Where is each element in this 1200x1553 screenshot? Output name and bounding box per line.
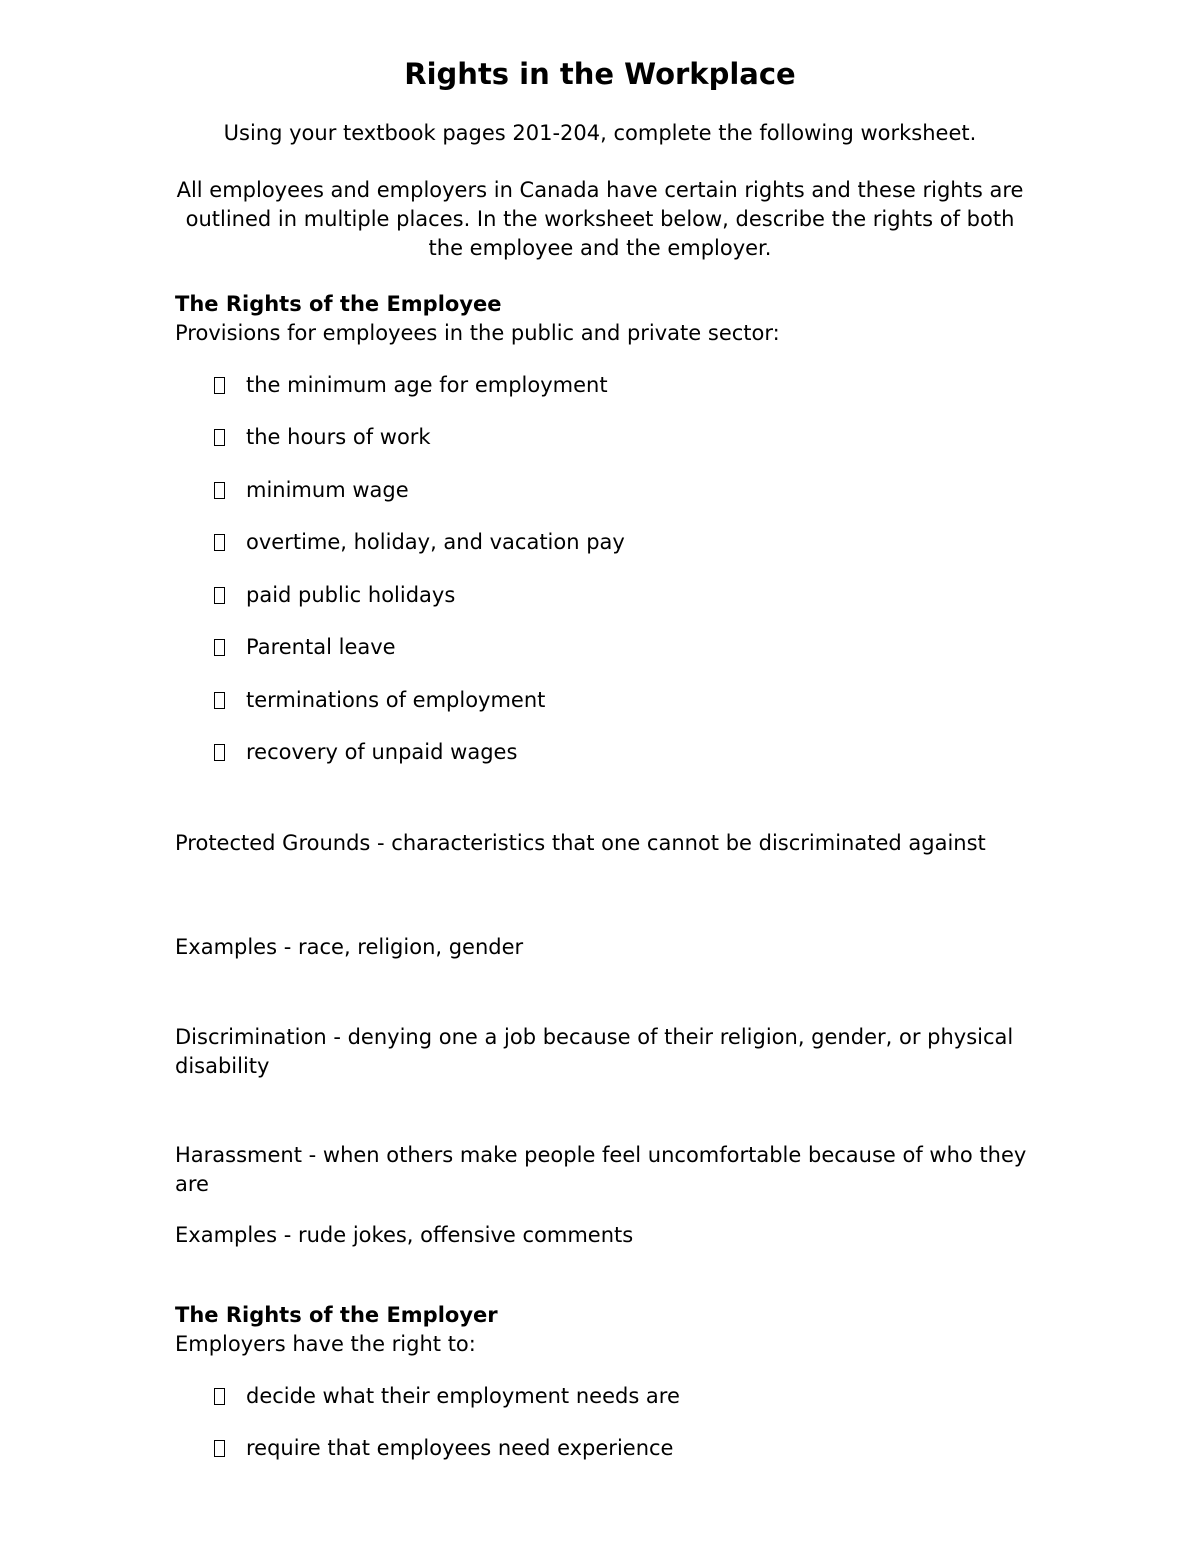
intro-line-3: the employee and the employer. <box>428 236 772 260</box>
checkbox-bullet-icon <box>214 1388 225 1405</box>
checkbox-bullet-icon <box>214 744 225 761</box>
list-item-label: Parental leave <box>246 635 396 660</box>
list-item-label: the hours of work <box>246 425 431 450</box>
checkbox-bullet-icon <box>214 1440 225 1457</box>
page-title: Rights in the Workplace <box>404 57 796 91</box>
employee-section-subheading: Provisions for employees in the public and private sector: <box>175 321 780 345</box>
list-item <box>210 727 625 780</box>
list-item <box>210 1423 680 1476</box>
checkbox-bullet-icon <box>214 534 225 551</box>
employer-section-subheading: Employers have the right to: <box>175 1332 476 1356</box>
list-item <box>210 359 625 412</box>
discrimination-text: Discrimination - denying one a job because of their religion, gender, or physical disability <box>175 1025 1014 1078</box>
list-item-label: decide what their employment needs are <box>246 1383 680 1408</box>
list-item <box>210 674 625 727</box>
checkbox-bullet-icon <box>214 377 225 394</box>
examples-grounds-text: Examples - race, religion, gender <box>175 935 524 959</box>
protected-grounds-text: Protected Grounds - characteristics that one cannot be discriminated against <box>175 831 986 855</box>
list-item-label: overtime, holiday, and vacation pay <box>246 530 625 555</box>
list-item <box>210 1370 680 1423</box>
list-item-label: paid public holidays <box>246 582 456 607</box>
list-item <box>210 569 625 622</box>
harassment-text: Harassment - when others make people feel uncomfortable because of who they are <box>175 1143 1027 1196</box>
employee-rights-list <box>210 359 625 779</box>
checkbox-bullet-icon <box>214 429 225 446</box>
list-item-label: require that employees need experience <box>246 1436 674 1461</box>
intro-line-2: outlined in multiple places. In the worksheet below, describe the rights of both <box>185 207 1015 231</box>
intro-line-1: All employees and employers in Canada have certain rights and these rights are <box>176 178 1024 202</box>
employer-section-heading: The Rights of the Employer <box>175 1303 498 1327</box>
checkbox-bullet-icon <box>214 639 225 656</box>
list-item <box>210 622 625 675</box>
checkbox-bullet-icon <box>214 482 225 499</box>
employee-section-heading: The Rights of the Employee <box>175 292 502 316</box>
list-item <box>210 517 625 570</box>
employer-rights-list <box>210 1370 680 1475</box>
list-item-label: recovery of unpaid wages <box>246 740 518 765</box>
list-item-label: the minimum age for employment <box>246 372 608 397</box>
list-item-label: minimum wage <box>246 477 409 502</box>
list-item <box>210 464 625 517</box>
checkbox-bullet-icon <box>214 692 225 709</box>
instructions-text: Using your textbook pages 201-204, complete the following worksheet. <box>223 121 977 145</box>
list-item-label: terminations of employment <box>246 687 546 712</box>
examples-harassment-text: Examples - rude jokes, offensive comments <box>175 1223 634 1247</box>
list-item <box>210 412 625 465</box>
checkbox-bullet-icon <box>214 587 225 604</box>
